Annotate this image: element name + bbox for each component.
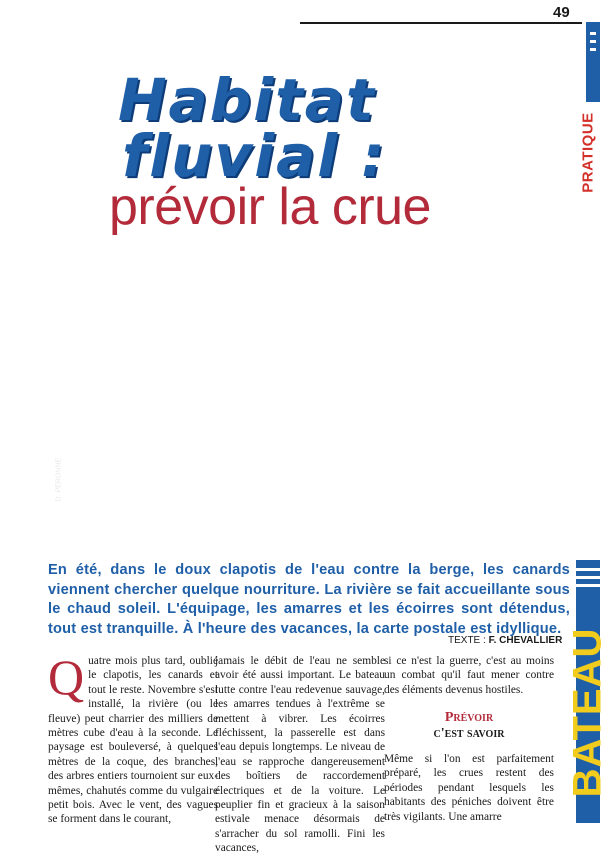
section-label-text: PRATIQUE [579,112,597,193]
section-heading-line-2: c'est savoir [433,726,505,741]
photo-caption: Crue de la Seine à Paris en janvier 1994. L'accès au bateau s'effectue par l'échelle appuyée sur le pont de l'Archevêché. [50,540,531,550]
body-column-3: si ce n'est la guerre, c'est au moins un combat qu'il faut mener contre des éléments devenus hostiles. [384,655,554,696]
drop-cap: Q [48,649,85,705]
credit-prefix: TEXTE : [448,635,486,646]
body-column-2: jamais le débit de l'eau ne semble avoir été aussi important. Le bateau lutte contre l'eau redevenue sauvage, les amarres tendues à l'extrême se mettent à vibrer. Les écoirres fléchissent, la passerelle est dans l'eau depuis longtemps. Le niveau de l'eau se rapproche dangereusement des boîtiers de raccordement électriques et de la voiture. Le peuplier fin et gracieux à la saison estivale menace désormais de s'arracher du sol ramolli. Fini les vacances, [215,655,385,855]
page-number: 49 [553,4,570,21]
title-line-2: fluvial : [122,122,387,190]
section-tab [565,560,610,823]
section-color-bar [586,22,600,102]
section-label [576,100,600,200]
author-credit [448,635,562,646]
boat-registration: NY 3 7283 [164,450,202,459]
subtitle: prévoir la crue [109,178,431,236]
photo-credit [54,428,64,508]
title-line-1: Habitat [118,66,376,134]
body-column-1-text: uatre mois plus tard, oublié le clapotis, les canards et tout le reste. Novembre s'est installé, la rivière (ou le fleuve) peut charrier des milliers de mètres cube d'eau à la seconde. Le paysage est bouleversé, à quelques mètres de la coque, des branches, des arbres entiers tournoient sur eux-mêmes, chahutés comme du vulgaire petit bois. Avec le vent, des vagues se forment dans le courant, [48,655,218,826]
section-tab-label: BATEAU [565,627,610,798]
credit-name: F. CHEVALLIER [488,635,563,646]
body-column-1 [48,649,218,827]
section-heading [384,710,554,742]
photo-credit-text: D. PERONNE [55,457,63,502]
lead-paragraph: En été, dans le doux clapotis de l'eau contre la berge, les canards viennent chercher quelque nourriture. La rivière se fait accueillante sous le chaud soleil. L'équipage, les amarres et les écoirres sont détendus, tout est tranquille. À l'heure des vacances, la carte postale est idyllique. [48,562,570,637]
header-rule [300,22,582,24]
section-heading-line-1: Prévoir [444,710,494,725]
body-column-3-continued: Même si l'on est parfaitement préparé, les crues restent des périodes pendant lesquels les habitants des péniches doivent être très vigilants. Une amarre [384,753,554,823]
